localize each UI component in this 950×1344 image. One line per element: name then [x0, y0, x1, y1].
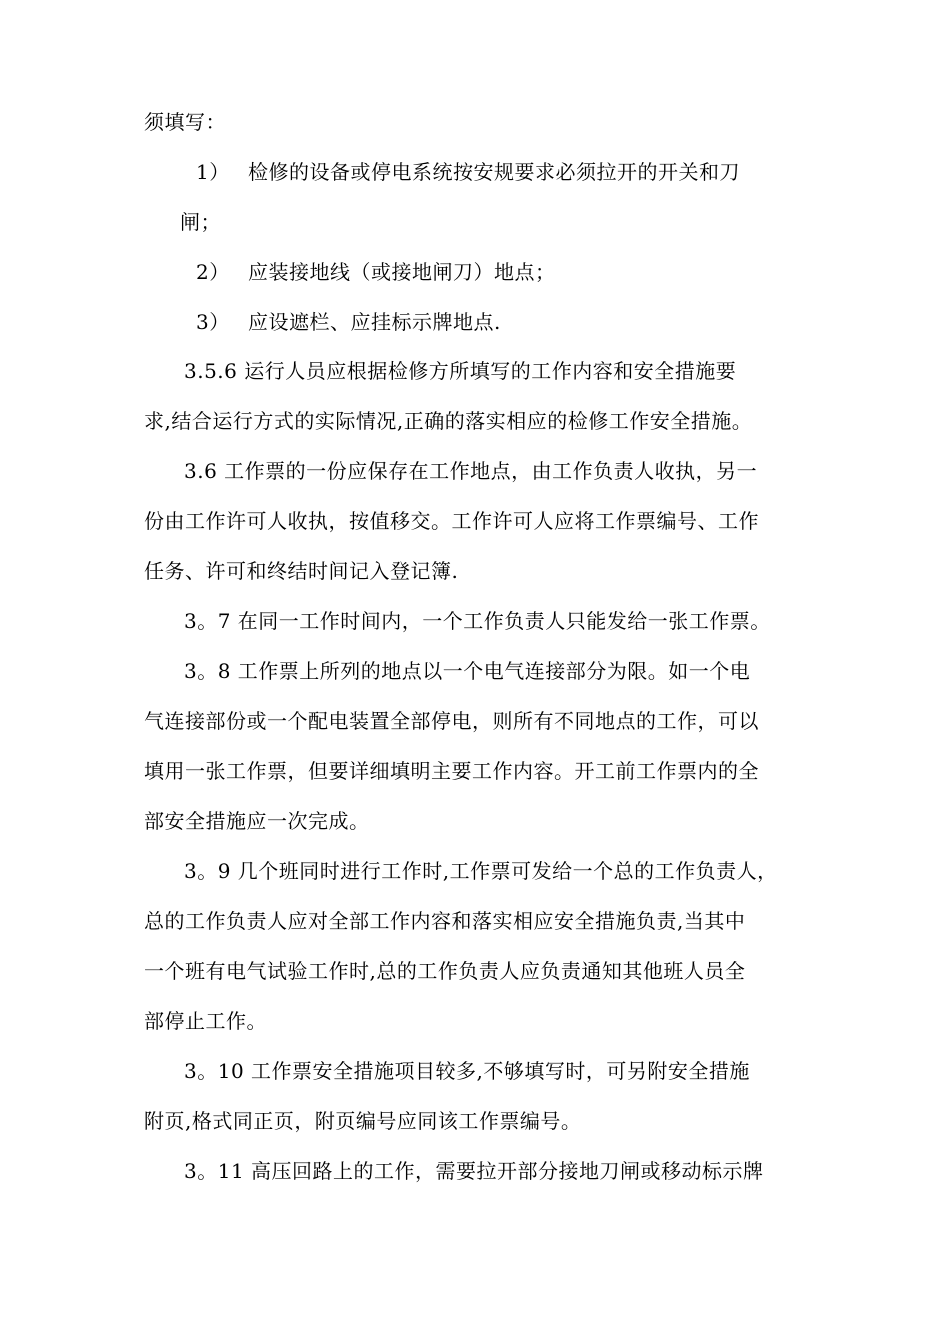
text-line: 闸；	[180, 210, 221, 234]
list-item-text: 应设遮栏、应挂标示牌地点.	[248, 310, 501, 334]
text-line: 份由工作许可人收执，按值移交。工作许可人应将工作票编号、工作	[144, 509, 759, 533]
text-line: 3。8 工作票上所列的地点以一个电气连接部分为限。如一个电	[184, 659, 751, 683]
text-line: 须填写：	[144, 110, 226, 134]
list-item-3	[196, 308, 501, 336]
text-line: 3。9 几个班同时进行工作时,工作票可发给一个总的工作负责人，	[184, 859, 778, 883]
text-line: 3.5.6 运行人员应根据检修方所填写的工作内容和安全措施要	[184, 359, 737, 383]
text-line: 附页,格式同正页，附页编号应同该工作票编号。	[144, 1109, 582, 1133]
list-number: 1）	[196, 160, 230, 184]
list-number: 2）	[196, 260, 230, 284]
text-line: 求,结合运行方式的实际情况,正确的落实相应的检修工作安全措施。	[144, 409, 753, 433]
text-line: 部停止工作。	[144, 1009, 267, 1033]
text-line: 部安全措施应一次完成。	[144, 809, 370, 833]
text-line: 3。7 在同一工作时间内，一个工作负责人只能发给一张工作票。	[184, 609, 771, 633]
text-line: 3.6 工作票的一份应保存在工作地点，由工作负责人收执，另一	[184, 459, 758, 483]
text-line: 3。10 工作票安全措施项目较多,不够填写时，可另附安全措施	[184, 1059, 750, 1083]
text-line: 3。11 高压回路上的工作，需要拉开部分接地刀闸或移动标示牌	[184, 1159, 764, 1183]
text-line: 气连接部份或一个配电装置全部停电，则所有不同地点的工作，可以	[144, 709, 759, 733]
list-item-text: 检修的设备或停电系统按安规要求必须拉开的开关和刀	[248, 160, 740, 184]
text-line: 任务、许可和终结时间记入登记簿.	[144, 559, 459, 583]
list-item-text: 应装接地线（或接地闸刀）地点；	[248, 260, 556, 284]
text-line: 一个班有电气试验工作时,总的工作负责人应负责通知其他班人员全	[144, 959, 746, 983]
list-item-1	[196, 158, 740, 186]
text-line: 填用一张工作票，但要详细填明主要工作内容。开工前工作票内的全	[144, 759, 759, 783]
list-item-2	[196, 258, 556, 286]
text-line: 总的工作负责人应对全部工作内容和落实相应安全措施负责,当其中	[144, 909, 746, 933]
list-number: 3）	[196, 310, 230, 334]
